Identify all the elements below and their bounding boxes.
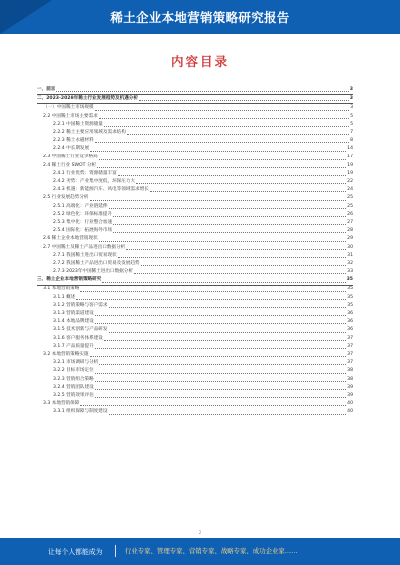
toc-entry[interactable] (37, 211, 353, 219)
toc-entry-title: 3.2.1 市场调研与分析 (53, 360, 99, 366)
toc-entry-title: 2.6 稀土企业本地营销现状 (43, 236, 98, 242)
toc-entry-title: 2.5.2 绿色化：环保标准提升 (53, 211, 113, 217)
toc-entry[interactable] (37, 154, 353, 162)
toc-entry-page: 40 (347, 409, 353, 415)
toc-leader-dots (118, 256, 346, 258)
toc-entry[interactable] (37, 392, 353, 400)
toc-leader-dots (90, 355, 347, 357)
toc-entry-page: 3 (350, 105, 353, 111)
toc-leader-dots (104, 125, 349, 127)
toc-entry-page: 26 (347, 211, 353, 217)
toc-leader-dots (102, 281, 345, 283)
toc-entry-page: 37 (347, 335, 353, 341)
toc-entry[interactable] (37, 129, 353, 137)
toc-entry[interactable] (37, 276, 353, 285)
toc-heading: 内容目录 (170, 54, 229, 69)
toc-entry-title: 二、2023-2028年稀土行业发展趋势及机遇分析 (37, 96, 138, 102)
toc-entry-title: 一、前言 (37, 86, 56, 92)
toc-entry-title: 2.2.1 中国稀土资源储量 (53, 121, 103, 127)
toc-entry-title: 2.5.3 集中化：行业整合加速 (53, 219, 113, 225)
toc-entry-page: 31 (347, 252, 353, 258)
toc-entry[interactable] (37, 203, 353, 211)
report-title: 稀土企业本地营销策略研究报告 (110, 10, 290, 25)
toc-entry-page: 40 (347, 401, 353, 407)
toc-entry-page: 35 (347, 302, 353, 308)
toc-entry[interactable] (37, 351, 353, 359)
toc-entry-title: 2.7.3 2023年中国稀土进出口数据分析 (53, 269, 133, 275)
toc-entry[interactable] (37, 408, 353, 416)
toc-entry-page: 36 (347, 319, 353, 325)
toc-entry-title: 3.1.3 营销渠道建设 (53, 311, 94, 317)
toc-entry-title: 2.5 行业发展趋势分析 (43, 195, 89, 201)
toc-leader-dots (109, 413, 347, 415)
toc-entry-title: 3.2.2 目标市场定位 (53, 368, 94, 374)
toc-leader-dots (56, 90, 348, 92)
toc-leader-dots (90, 199, 347, 201)
toc-entry-title: 2.7.1 我国稀土进出口贸易现状 (53, 252, 117, 258)
toc-entry-title: 3.2 本地营销策略实施 (43, 351, 89, 357)
toc-entry[interactable] (37, 310, 353, 318)
toc-leader-dots (141, 264, 346, 266)
toc-entry-page: 36 (347, 327, 353, 333)
toc-leader-dots (95, 141, 349, 143)
toc-entry-title: 3.1.5 技术创新与产品研发 (53, 327, 108, 333)
page-footer (0, 538, 400, 565)
toc-leader-dots (76, 298, 346, 300)
toc-leader-dots (126, 248, 346, 250)
footer-slogan: 让每个人都能成为 (48, 548, 103, 556)
toc-entry[interactable] (37, 367, 353, 375)
toc-entry-title: 2.4.2 劣势：产业集中度低，环保压力大 (53, 179, 136, 185)
toc-leader-dots (109, 207, 347, 209)
toc-entry-title: 2.5.4 国际化：拓展海外市场 (53, 228, 113, 234)
toc-entry[interactable] (37, 104, 353, 112)
toc-entry-page: 14 (347, 146, 353, 152)
toc-entry[interactable] (37, 302, 353, 310)
toc-entry-title: 2.2 中国稀土市场主要需求 (43, 113, 98, 119)
toc-entry-page: 28 (347, 228, 353, 234)
toc-entry-page: 25 (347, 203, 353, 209)
toc-entry-title: 2.7.2 我国稀土产品进出口贸易及发展趋势 (53, 260, 140, 266)
toc-entry-page: 39 (347, 392, 353, 398)
footer-tagline: 行业专家、管理专家、营销专家、战略专家、成功企业家…… (125, 547, 298, 555)
toc-leader-dots (134, 272, 346, 274)
toc-leader-dots (95, 372, 346, 374)
toc-entry[interactable] (37, 219, 353, 227)
toc-leader-dots (139, 99, 349, 101)
toc-entry-title: 2.4.1 行业优势：资源储量丰富 (53, 170, 117, 176)
toc-leader-dots (95, 396, 346, 398)
toc-entry-page: 37 (347, 351, 353, 357)
toc-entry-page: 38 (347, 368, 353, 374)
toc-entry[interactable] (37, 268, 353, 276)
page-header (0, 0, 400, 34)
toc-entry-title: 3.3 本地营销保障 (43, 401, 80, 407)
toc-entry-title: 2.4 稀土行业 SWOT 分析 (43, 162, 97, 168)
toc-leader-dots (99, 240, 346, 242)
toc-entry[interactable] (37, 235, 353, 243)
toc-entry-title: 2.3 中国稀土行业竞争格局 (43, 154, 98, 160)
toc-leader-dots (80, 290, 346, 292)
toc-entry[interactable] (37, 186, 353, 194)
toc-entry-title: 3.2.4 营销团队建设 (53, 384, 94, 390)
toc-entry-title: 3.1.7 产品质量提升 (53, 343, 94, 349)
toc-entry-page: 35 (347, 286, 353, 292)
toc-entry-title: 3.2.3 营销组合策略 (53, 376, 94, 382)
toc-entry-page: 37 (347, 343, 353, 349)
toc-leader-dots (113, 223, 346, 225)
toc-entry-page: 19 (347, 162, 353, 168)
toc-entry-page: 36 (347, 311, 353, 317)
toc-entry-title: 2.4.3 机遇：新能源汽车、风电等领域需求增长 (53, 187, 149, 193)
toc-entry-title: 3.1 本地营销策略 (43, 286, 80, 292)
toc-leader-dots (95, 314, 346, 316)
toc-entry-page: 5 (350, 113, 353, 119)
toc-entry-page: 3 (349, 86, 353, 92)
toc-entry-title: 2.2.4 中长期发展 (53, 146, 90, 152)
toc-entry-title: 2.5.1 高端化：产业链延伸 (53, 203, 108, 209)
toc-entry[interactable] (37, 86, 353, 95)
toc-leader-dots (109, 306, 347, 308)
toc-entry-page: 37 (347, 360, 353, 366)
toc-leader-dots (150, 190, 346, 192)
toc-entry[interactable] (37, 244, 353, 252)
toc-entry-title: 三、稀土企业本地营销策略研究 (37, 277, 102, 283)
toc-entry-title: 3.1.6 客户服务体系建设 (53, 335, 103, 341)
toc-entry-page: 3 (349, 96, 353, 102)
toc-leader-dots (118, 174, 346, 176)
toc-entry-page: 22 (347, 179, 353, 185)
toc-leader-dots (95, 388, 346, 390)
toc-entry-page: 27 (347, 219, 353, 225)
toc-leader-dots (127, 133, 349, 135)
toc-entry[interactable] (37, 286, 353, 294)
toc-leader-dots (95, 347, 346, 349)
toc-entry-page: 7 (350, 129, 353, 135)
toc-entry[interactable] (37, 113, 353, 121)
page-number: 2 (198, 530, 202, 535)
toc-entry-page: 25 (347, 195, 353, 201)
toc-entry[interactable] (37, 178, 353, 186)
toc-entry[interactable] (37, 326, 353, 334)
toc-entry-page: 19 (347, 170, 353, 176)
toc-entry-page: 30 (347, 244, 353, 250)
toc-entry-page: 8 (350, 138, 353, 144)
toc-entry[interactable] (37, 384, 353, 392)
toc-leader-dots (80, 404, 346, 406)
toc-entry-title: （一）中国稀土市场规模 (43, 105, 94, 111)
toc-entry[interactable] (37, 252, 353, 260)
toc-entry-page: 17 (347, 154, 353, 160)
toc-leader-dots (113, 231, 346, 233)
toc-leader-dots (95, 322, 346, 324)
footer-divider (115, 545, 116, 557)
toc-entry-title: 3.1.1 概述 (53, 294, 76, 300)
toc-entry-page: 39 (347, 384, 353, 390)
toc-entry[interactable] (37, 170, 353, 178)
toc-leader-dots (136, 182, 346, 184)
toc-entry-title: 3.3.1 组织保障与制度建设 (53, 409, 108, 415)
toc-leader-dots (104, 339, 346, 341)
toc-leader-dots (109, 331, 347, 333)
toc-entry-page: 35 (346, 277, 353, 283)
toc-entry-page: 38 (347, 376, 353, 382)
toc-entry[interactable] (37, 194, 353, 202)
toc-entry-title: 2.2.3 稀土永磁材料 (53, 138, 94, 144)
toc-entry[interactable] (37, 145, 353, 153)
toc-leader-dots (97, 166, 346, 168)
toc-leader-dots (99, 158, 346, 160)
toc-leader-dots (99, 363, 346, 365)
toc-entry[interactable] (37, 376, 353, 384)
toc-entry[interactable] (37, 227, 353, 235)
toc-entry-page: 24 (347, 187, 353, 193)
toc-entry[interactable] (37, 121, 353, 129)
toc-entry-title: 2.2.2 稀土主要应用领域及需求结构 (53, 129, 126, 135)
toc-entry[interactable] (37, 335, 353, 343)
toc-entry-title: 3.1.4 本地品牌建设 (53, 319, 94, 325)
toc-entry[interactable] (37, 359, 353, 367)
toc-entry[interactable] (37, 162, 353, 170)
toc-entry-page: 33 (347, 269, 353, 275)
toc-entry-title: 3.1.2 营销策略与客户需求 (53, 302, 108, 308)
toc-entry-page: 29 (347, 236, 353, 242)
toc-leader-dots (90, 150, 346, 152)
toc-entry[interactable] (37, 260, 353, 268)
toc-entry-page: 32 (347, 260, 353, 266)
toc-entry[interactable] (37, 294, 353, 302)
toc-leader-dots (99, 117, 349, 119)
table-of-contents (37, 86, 353, 522)
toc-entry[interactable] (37, 137, 353, 145)
toc-entry-title: 3.2.5 营销效果评估 (53, 392, 94, 398)
toc-entry[interactable] (37, 318, 353, 326)
toc-entry[interactable] (37, 343, 353, 351)
toc-entry-page: 35 (347, 294, 353, 300)
toc-leader-dots (95, 380, 346, 382)
toc-entry-title: 2.7 中国稀土及稀土产品进出口数据分析 (43, 244, 126, 250)
toc-leader-dots (95, 109, 350, 111)
toc-entry[interactable] (37, 400, 353, 408)
toc-leader-dots (113, 215, 346, 217)
toc-entry[interactable] (37, 95, 353, 104)
toc-entry-page: 5 (350, 121, 353, 127)
